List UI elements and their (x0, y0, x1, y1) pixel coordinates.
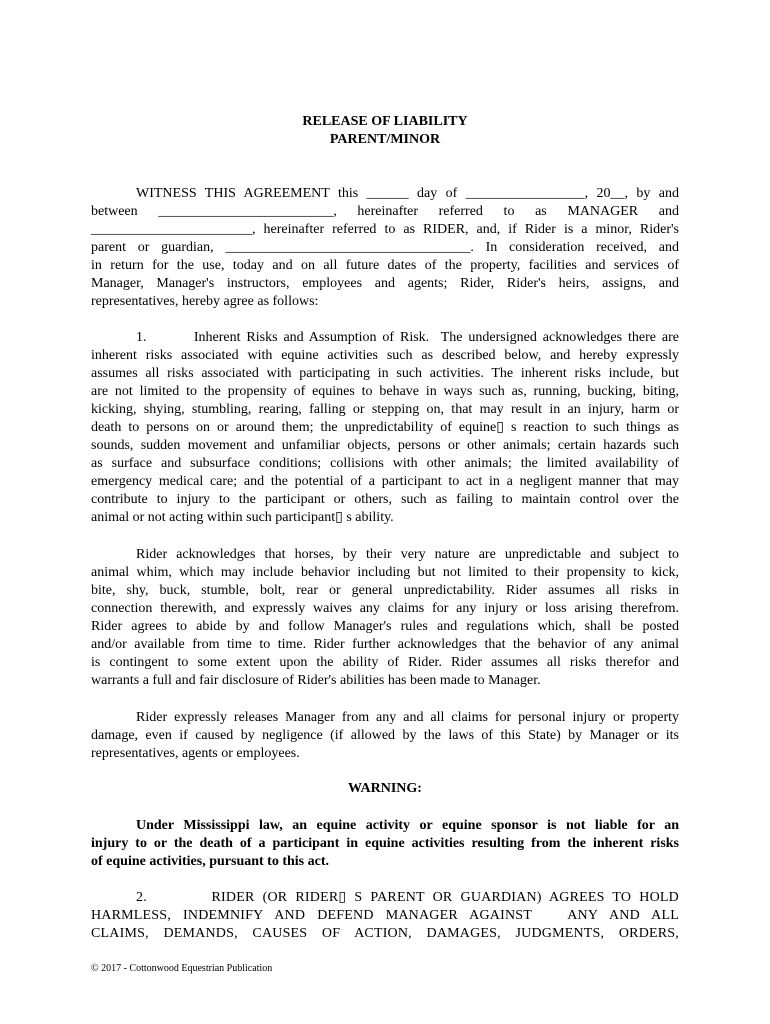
text-line: animal whim, which may include behavior including but not limited to their propensity to kick, (91, 565, 679, 580)
text-line: representatives, agents or employees. (91, 746, 300, 761)
text-line: animal or not acting within such participant▯ s ability. (91, 510, 394, 525)
text-line: _______________________, hereinafter referred to as RIDER, and, if Rider is a minor, Rider's (91, 222, 679, 237)
section-2-heading-line: 2. RIDER (OR RIDER▯ S PARENT OR GUARDIAN) AGREES TO HOLD (136, 890, 679, 905)
text-line: kicking, shying, stumbling, rearing, falling or stepping on, that may result in an injury, harm or (91, 402, 679, 417)
text-line: is contingent to some extent upon the ability of Rider. Rider assumes all risks therefor and (91, 655, 679, 670)
text-line: Manager, Manager's instructors, employees and agents; Rider, Rider's heirs, assigns, and (91, 276, 679, 291)
text-line: are not limited to the propensity of equines to behave in ways such as, running, bucking, biting, (91, 384, 679, 399)
text-line: parent or guardian, ___________________________________. In consideration received, and (91, 240, 679, 255)
release-paragraph (91, 709, 679, 763)
warning-paragraph (91, 817, 679, 871)
text-line: damage, even if caused by negligence (if allowed by the laws of this State) by Manager or its (91, 728, 679, 743)
text-line: between _________________________, hereinafter referred to as MANAGER and (91, 204, 679, 219)
section-1-paragraph (91, 329, 679, 527)
document-subtitle: PARENT/MINOR (329, 132, 441, 147)
text-line: emergency medical care; and the potential of a participant to act in a negligent manner that may (91, 474, 679, 489)
text-line: of equine activities, pursuant to this act. (91, 854, 329, 869)
text-line: Rider expressly releases Manager from any and all claims for personal injury or property (136, 710, 679, 725)
text-line: Rider agrees to abide by and follow Manager's rules and regulations which, shall be posted (91, 619, 679, 634)
copyright-footer: © 2017 - Cottonwood Equestrian Publication (91, 963, 273, 974)
text-line: connection therewith, and expressly waives any claims for any injury or loss arising therefrom. (91, 601, 679, 616)
text-line: Rider acknowledges that horses, by their very nature are unpredictable and subject to (136, 547, 679, 562)
text-line: death to persons on or around them; the unpredictability of equine▯ s reaction to such things as (91, 420, 679, 435)
text-line: as surface and subsurface conditions; collisions with other animals; the limited availability of (91, 456, 679, 471)
text-line: representatives, hereby agree as follows: (91, 294, 319, 309)
text-line: WITNESS THIS AGREEMENT this ______ day of _________________, 20__, by and (136, 186, 679, 201)
text-line: and/or available from time to time. Rider further acknowledges that the behavior of any animal (91, 637, 679, 652)
section-1-heading-line: 1. Inherent Risks and Assumption of Risk. The undersigned acknowledges there are (136, 330, 679, 345)
text-line: CLAIMS, DEMANDS, CAUSES OF ACTION, DAMAGES, JUDGMENTS, ORDERS, (91, 926, 679, 941)
document-title: RELEASE OF LIABILITY (302, 114, 468, 129)
text-line: assumes all risks associated with participating in such activities. The inherent risks include, but (91, 366, 679, 381)
text-line: injury to or the death of a participant in equine activities resulting from the inherent risks (91, 836, 679, 851)
text-line: sounds, sudden movement and unfamiliar objects, persons or other animals; certain hazards such (91, 438, 679, 453)
text-line: Under Mississippi law, an equine activity or equine sponsor is not liable for an (136, 818, 679, 833)
text-line: contribute to injury to the participant or others, such as failing to maintain control over the (91, 492, 679, 507)
section-2-paragraph (91, 889, 679, 943)
text-line: bite, shy, buck, stumble, bolt, rear or general unpredictability. Rider assumes all risks in (91, 583, 679, 598)
text-line: in return for the use, today and on all future dates of the property, facilities and services of (91, 258, 679, 273)
intro-paragraph (91, 185, 679, 311)
rider-acknowledgement-paragraph (91, 546, 679, 690)
text-line: inherent risks associated with equine activities such as described below, and hereby expressly (91, 348, 679, 363)
text-line: HARMLESS, INDEMNIFY AND DEFEND MANAGER AGAINST ANY AND ALL (91, 908, 679, 923)
text-line: warrants a full and fair disclosure of Rider's abilities has been made to Manager. (91, 673, 541, 688)
warning-heading: WARNING: (348, 781, 422, 796)
